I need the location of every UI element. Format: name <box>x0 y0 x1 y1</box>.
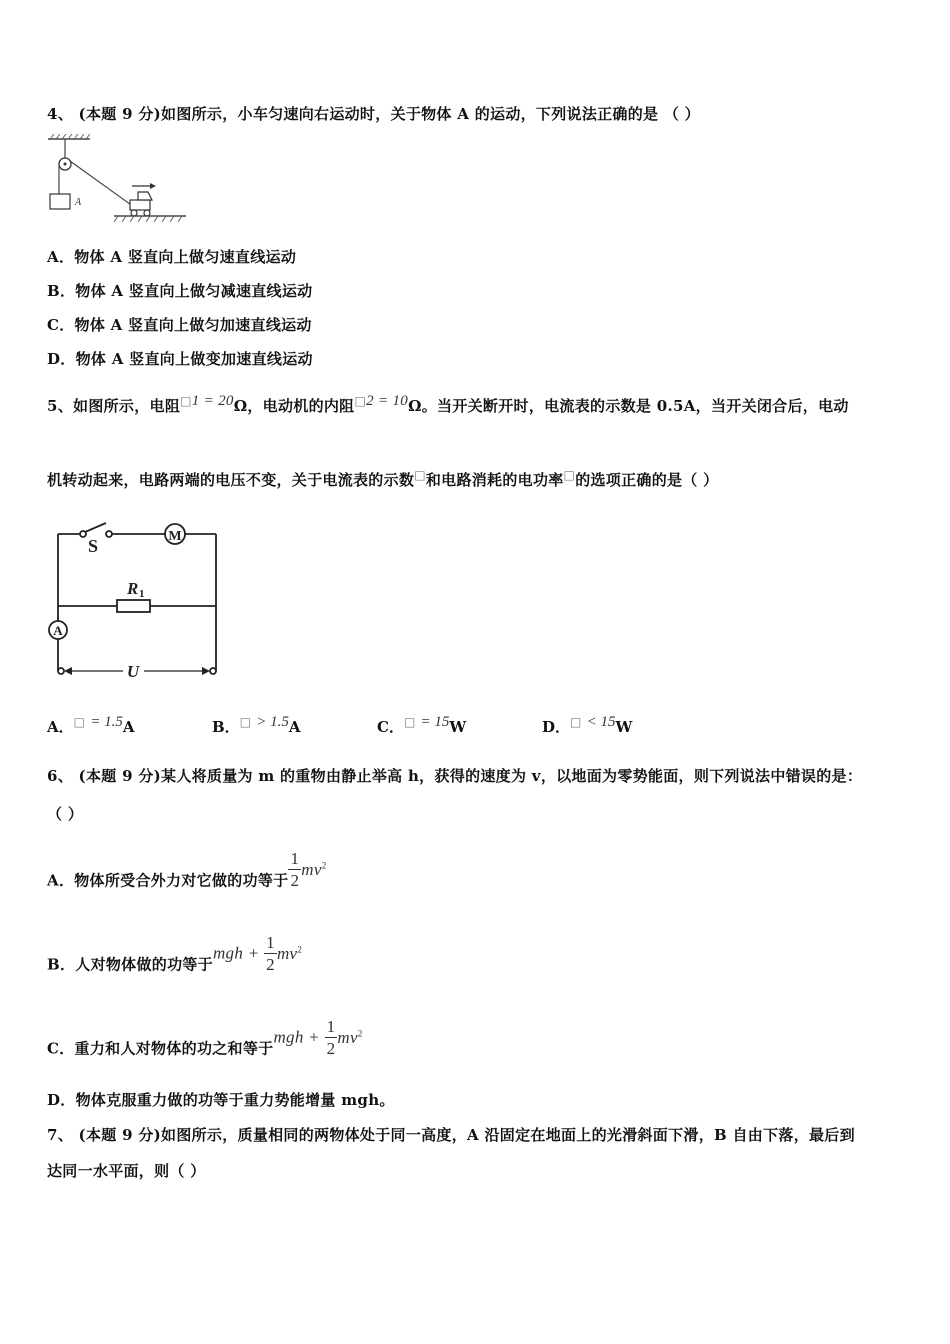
q5-resistor-label: R <box>127 579 139 598</box>
placeholder-icon: □ <box>354 394 367 408</box>
q5-ammeter-label: A <box>53 623 63 638</box>
q6-fraction-half: $\frac{1}{2}$ <box>290 849 300 890</box>
q5-motor-label: M <box>168 529 182 544</box>
q7-stem-line2: 达同一水平面，则（ ） <box>47 1162 206 1180</box>
q5-stem-part2: Ω，电动机的内阻 <box>233 397 355 415</box>
placeholder-icon: □ <box>563 468 576 482</box>
q5-option-c-letter: C． <box>377 718 404 736</box>
q6-option-c-text: C．重力和人对物体的功之和等于 <box>47 1039 274 1058</box>
placeholder-icon: □ <box>73 715 85 729</box>
placeholder-icon: □ <box>414 468 426 482</box>
q6-option-a-text: A．物体所受合外力对它做的功等于 <box>47 871 289 890</box>
q5-option-c <box>377 716 466 737</box>
q6-mgh-term: mgh <box>212 943 244 963</box>
q4-stem: 4、 (本题 9 分)如图所示，小车匀速向右运动时，关于物体 A 的运动，下列说法正确的是 （ ） <box>47 105 700 123</box>
q5-r2-expression: 2 = 10 <box>366 393 409 409</box>
q6-option-d: D．物体克服重力做的功等于重力势能增量 mgh。 <box>47 1091 395 1109</box>
q4-option-c: C．物体 A 竖直向上做匀加速直线运动 <box>47 316 312 334</box>
q5-line2-part3: 的选项正确的是（ ） <box>575 471 719 489</box>
q6-kinetic-term: $mv^2$ <box>301 859 327 879</box>
q5-stem-part3: Ω。当开关断开时，电流表的示数是 0.5A，当开关闭合后，电动 <box>408 397 849 415</box>
q5-option-d <box>542 716 632 737</box>
q4-option-d: D．物体 A 竖直向上做变加速直线运动 <box>47 350 313 368</box>
q5-line2-part1: 机转动起来，电路两端的电压不变，关于电流表的示数 <box>47 471 415 489</box>
placeholder-icon: □ <box>239 715 252 729</box>
q6-fraction-half: $\frac{1}{2}$ <box>266 933 275 974</box>
q5-option-a-unit: A <box>122 718 135 736</box>
q4-figure-label-a: A <box>75 197 82 208</box>
placeholder-icon: □ <box>180 394 192 408</box>
q5-option-b <box>212 716 301 737</box>
q4-figure <box>46 134 188 230</box>
q6-kinetic-term: $mv^2$ <box>337 1027 363 1047</box>
q6-option-b-text: B．人对物体做的功等于 <box>47 955 213 974</box>
q5-option-d-letter: D． <box>542 718 571 736</box>
q5-option-c-unit: W <box>449 718 467 736</box>
q6-option-a <box>47 849 327 901</box>
q5-option-a <box>47 716 134 737</box>
q5-voltage-label: U <box>126 662 140 681</box>
q6-option-b: B．人对物体做的功等于mgh + $\frac{1}{2}$ $mv^2$ <box>47 933 303 974</box>
q5-option-b-letter: B． <box>212 718 240 736</box>
q5-stem-part1: 5、如图所示，电阻 <box>47 397 181 415</box>
q5-option-d-expression: < 15 <box>586 714 616 730</box>
q6-paren: （ ） <box>47 805 84 823</box>
q7-stem-line1: 7、 (本题 9 分)如图所示，质量相同的两物体处于同一高度，A 沿固定在地面上的光滑斜面下滑，B 自由下落，最后到 <box>47 1126 855 1144</box>
q5-option-b-unit: A <box>288 718 301 736</box>
q5-stem-line1 <box>47 395 849 416</box>
q5-stem-line2 <box>47 469 718 490</box>
q5-option-a-letter: A． <box>47 718 74 736</box>
q5-option-b-expression: > 1.5 <box>256 714 289 730</box>
q5-resistor-subscript: 1 <box>139 588 145 600</box>
q5-line2-part2: 和电路消耗的电功率 <box>425 471 564 489</box>
q6-mgh-term: mgh <box>273 1027 304 1047</box>
q6-kinetic-term: $mv^2$ <box>276 943 303 963</box>
q4-option-a: A．物体 A 竖直向上做匀速直线运动 <box>47 248 297 266</box>
placeholder-icon: □ <box>570 715 582 729</box>
q4-option-b: B．物体 A 竖直向上做匀减速直线运动 <box>47 282 313 300</box>
q5-option-a-expression: = 1.5 <box>90 714 123 730</box>
q5-r1-expression: 1 = 20 <box>191 393 234 409</box>
q5-option-c-expression: = 15 <box>420 714 450 730</box>
q5-circuit-diagram <box>44 516 224 686</box>
q5-option-d-unit: W <box>615 718 633 736</box>
q6-fraction-half: $\frac{1}{2}$ <box>326 1017 336 1058</box>
placeholder-icon: □ <box>403 715 416 729</box>
q6-stem: 6、 (本题 9 分)某人将质量为 m 的重物由静止举高 h，获得的速度为 v，以地面为零势能面，则下列说法中错误的是： <box>47 767 863 785</box>
q5-switch-label: S <box>88 536 99 556</box>
q6-option-c: C．重力和人对物体的功之和等于mgh + $\frac{1}{2}$ $mv^2$ <box>47 1017 363 1058</box>
